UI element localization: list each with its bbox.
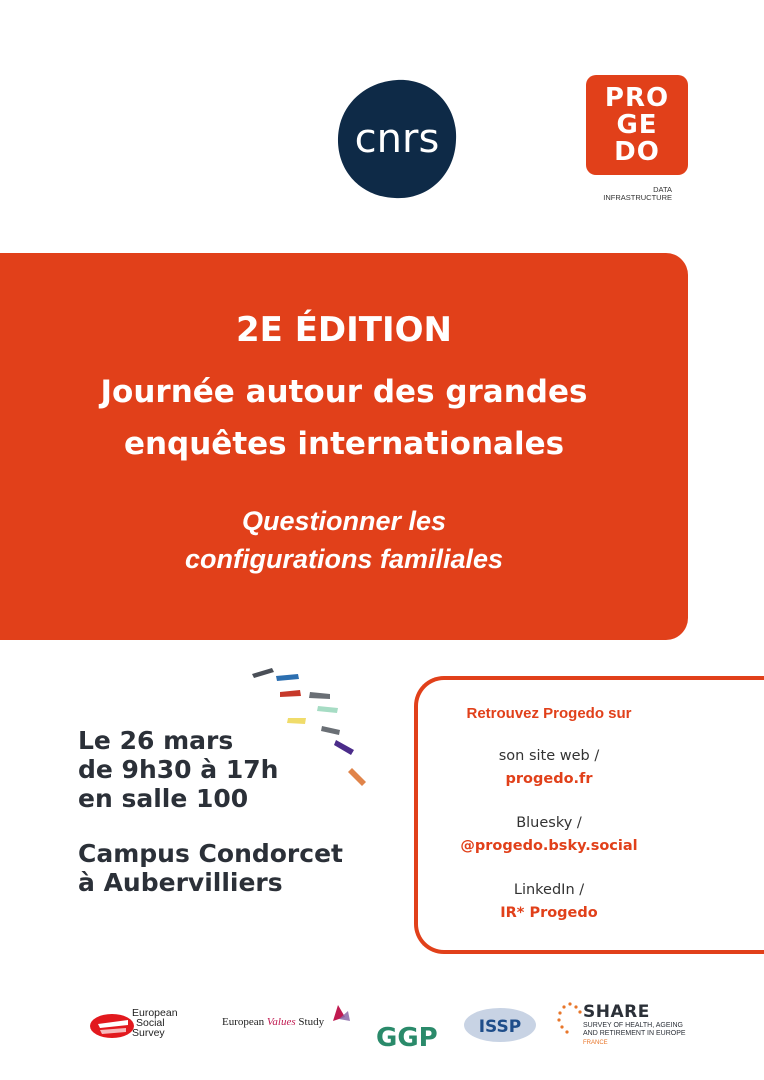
event-title-line: Journée autour des grandes xyxy=(100,374,588,410)
edition-label: 2E ÉDITION xyxy=(235,310,453,350)
social-link-bluesky[interactable]: @progedo.bsky.social xyxy=(460,838,638,854)
share-logo-title: SHARE xyxy=(583,1002,650,1022)
progedo-sub-line: DATA xyxy=(653,185,672,194)
ess-logo-text xyxy=(132,1008,178,1038)
ggp-logo xyxy=(374,1002,442,1054)
event-title xyxy=(0,366,688,470)
progedo-logo-subtitle xyxy=(586,186,672,202)
progedo-logo-line: DO xyxy=(614,137,660,167)
social-link-website[interactable]: progedo.fr xyxy=(505,771,593,787)
ess-text-line: Survey xyxy=(132,1027,165,1039)
social-label-website: son site web / xyxy=(498,748,600,764)
progedo-logo-line: GE xyxy=(616,110,658,140)
share-logo-subtitle xyxy=(583,1022,686,1038)
evs-logo-mark xyxy=(330,1003,352,1025)
share-sub-line: SURVEY OF HEALTH, AGEING xyxy=(583,1022,683,1029)
event-time: de 9h30 à 17h xyxy=(78,755,279,784)
social-heading: Retrouvez Progedo sur xyxy=(466,705,632,722)
event-subtitle-line: Questionner les xyxy=(241,506,447,536)
evs-text-accent: Values xyxy=(266,1016,296,1028)
evs-text: European xyxy=(222,1016,267,1028)
social-label-bluesky: Bluesky / xyxy=(516,815,582,831)
progedo-sub-line: INFRASTRUCTURE xyxy=(603,193,672,202)
event-place: à Aubervilliers xyxy=(78,868,283,897)
social-link-linkedin[interactable]: IR* Progedo xyxy=(500,905,598,921)
event-room: en salle 100 xyxy=(78,784,249,813)
progedo-logo xyxy=(586,75,688,175)
ggp-logo-text: GGP xyxy=(376,1023,438,1053)
event-subtitle xyxy=(0,502,688,578)
ess-text-line: European xyxy=(132,1007,178,1019)
share-logo-country: FRANCE xyxy=(583,1040,608,1046)
evs-logo-text xyxy=(222,1016,324,1028)
cnrs-logo xyxy=(334,76,460,202)
issp-logo-text: ISSP xyxy=(478,1017,522,1037)
ess-text-line: Social xyxy=(136,1017,165,1029)
event-place: Campus Condorcet xyxy=(78,839,343,868)
event-subtitle-line: configurations familiales xyxy=(184,544,504,574)
cnrs-logo-text: cnrs xyxy=(354,116,440,162)
event-info xyxy=(78,726,408,897)
event-title-line: enquêtes internationales xyxy=(123,426,565,462)
issp-logo xyxy=(462,1006,538,1044)
social-label-linkedin: LinkedIn / xyxy=(513,882,585,898)
share-sub-line: AND RETIREMENT IN EUROPE xyxy=(583,1030,686,1037)
evs-text: Study xyxy=(295,1016,325,1028)
progedo-logo-line: PRO xyxy=(604,83,670,113)
event-date: Le 26 mars xyxy=(78,726,234,755)
